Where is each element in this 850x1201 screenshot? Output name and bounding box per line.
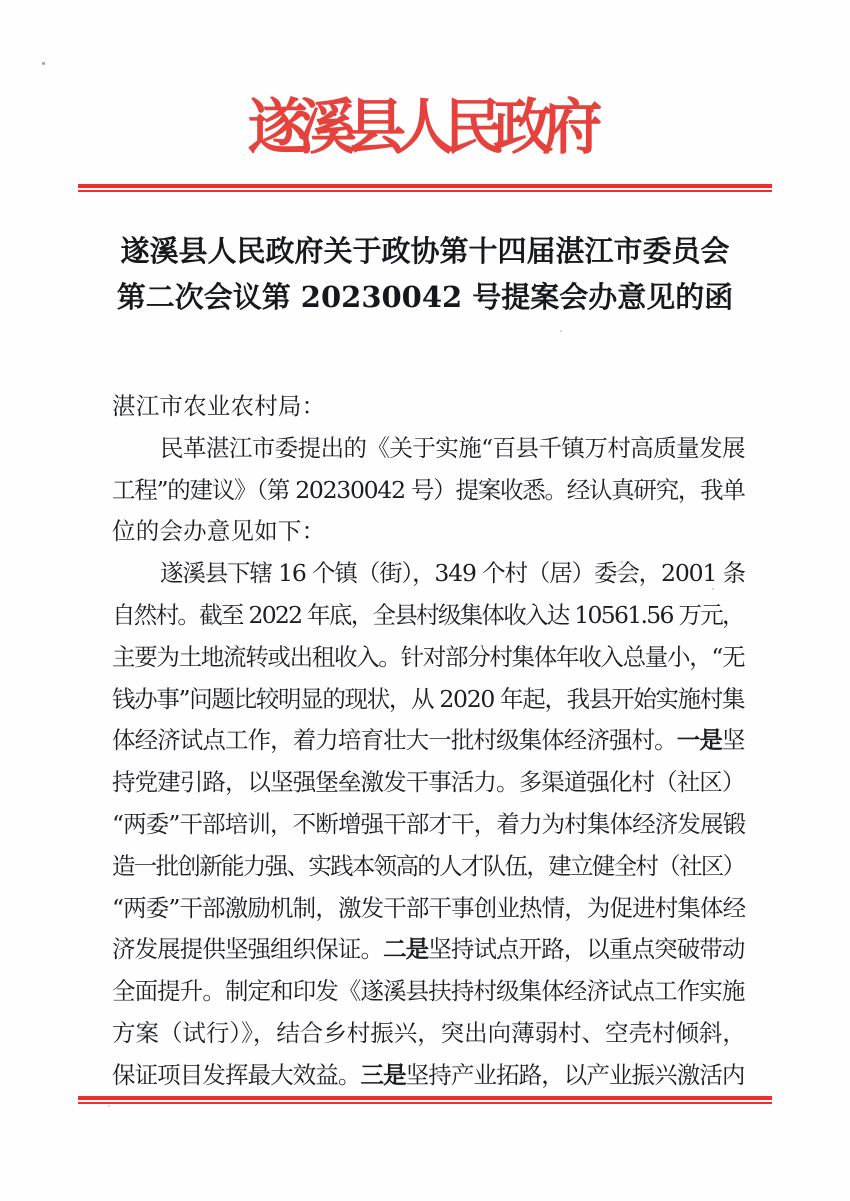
document-body — [112, 386, 746, 1097]
body-line-13: 济发展提供坚强组织保证。二是坚持试点开路，以重点突破带动 — [112, 935, 745, 964]
body-line-11: 造一批创新能力强、实践本领高的人才队伍，建立健全村（社区） — [112, 851, 745, 880]
document-title-line-2: 第二次会议第 20230042 号提案会办意见的函 — [116, 280, 734, 314]
document-title — [95, 228, 755, 320]
header-red-double-rule — [78, 184, 772, 192]
body-line-15: 方案（试行）》，结合乡村振兴，突出向薄弱村、空壳村倾斜， — [112, 1018, 746, 1047]
body-line-14: 全面提升。制定和印发《遂溪县扶持村级集体经济试点工作实施 — [112, 977, 745, 1006]
body-line-5: 自然村。截至 2022 年底，全县村级集体收入达 10561.56 万元， — [112, 600, 744, 629]
body-line-8: 体经济试点工作，着力培育壮大一批村级集体经济强村。一是坚 — [112, 726, 745, 755]
scan-speck-artifact — [560, 330, 562, 332]
body-line-16: 保证项目发挥最大效益。三是坚持产业拓路，以产业振兴激活内 — [112, 1060, 745, 1089]
body-line-10: “两委”干部培训，不断增强干部才干，着力为村集体经济发展锻 — [112, 809, 746, 838]
body-line-4: 遂溪县下辖 16 个镇（街），349 个村（居）委会，2001 条 — [160, 559, 745, 588]
rule-bar-thin — [78, 1102, 772, 1104]
scan-speck-artifact — [42, 62, 45, 65]
body-line-3: 位的会办意见如下： — [112, 517, 326, 546]
body-line-9: 持党建引路，以坚强堡垒激发干事活力。多渠道强化村（社区） — [112, 768, 745, 797]
scan-speck-artifact — [108, 1105, 110, 1107]
recipient-line: 湛江市农业农村局： — [112, 392, 326, 420]
body-line-7: 钱办事”问题比较明显的现状，从 2020 年起，我县开始实施村集 — [112, 684, 745, 713]
government-masthead-title: 遂溪县人民政府 — [247, 93, 592, 163]
body-line-12: “两委”干部激励机制，激发干部干事创业热情，为促进村集体经 — [112, 893, 746, 922]
document-title-line-1: 遂溪县人民政府关于政协第十四届湛江市委员会 — [120, 234, 730, 268]
body-line-1: 民革湛江市委提出的《关于实施“百县千镇万村高质量发展 — [160, 433, 745, 462]
footer-red-double-rule — [78, 1096, 772, 1104]
body-line-2: 工程”的建议》（第 20230042 号）提案收悉。经认真研究，我单 — [112, 475, 745, 504]
body-line-6: 主要为土地流转或出租收入。针对部分村集体年收入总量小，“无 — [112, 642, 745, 671]
rule-bar-thin — [78, 190, 772, 192]
